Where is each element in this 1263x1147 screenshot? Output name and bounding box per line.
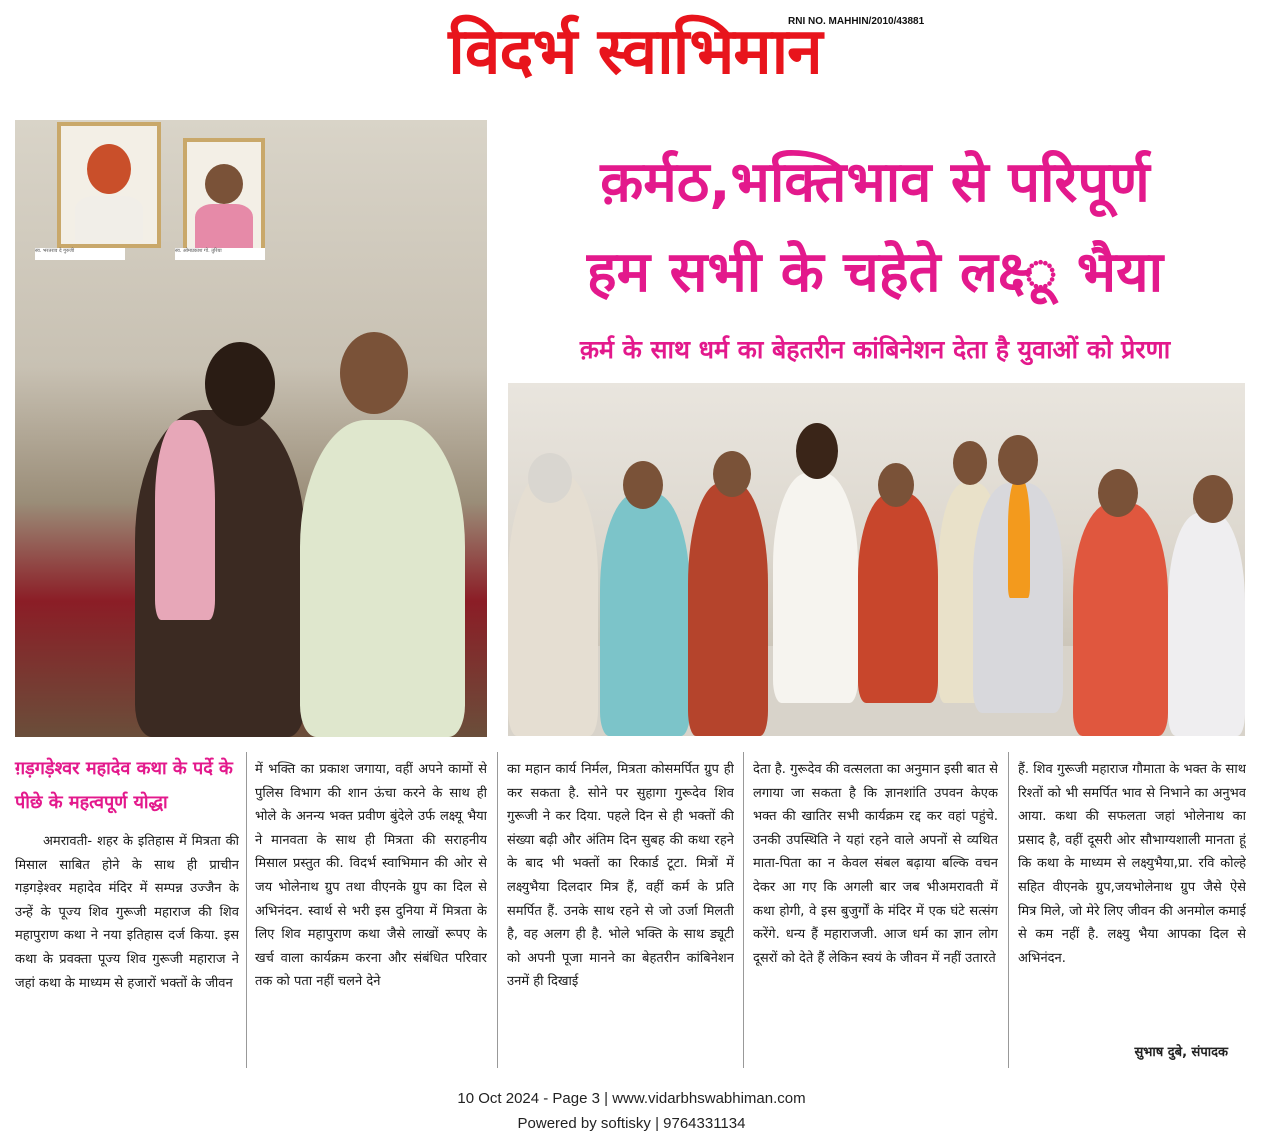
rni-number: RNI NO. MAHHIN/2010/43881	[788, 16, 925, 27]
article-column-5: हैं. शिव गुरूजी महाराज गौमाता के भक्त के साथ रिश्तों को भी समर्पित भाव से निभाने का अनुभव आया. कथा की सफलता जहां भोलेनाथ का प्रसाद है, वहीं दूसरी ओर सौभाग्यशाली मानता हूं कि कथा के माध्यम से लक्ष्युभैया,प्रा. रवि कोल्हे सहित वीएनके ग्रुप,जयभोलेनाथ ग्रुप जैसे ऐसे मित्र मिले, जो मेरे लिए जीवन की अनमोल कमाई से कम नहीं है. लक्ष्यु भैया आपका दिल से अभिनंदन.	[1018, 762, 1246, 966]
subheadline: क़र्म के साथ धर्म का बेहतरीन कांबिनेशन देता है युवाओं को प्रेरणा	[579, 335, 1171, 364]
headline-line-2: हम सभी के चहेते लक्ष्‍ू भैया	[586, 240, 1164, 305]
column-divider	[743, 752, 744, 1068]
masthead-title: विदर्भ स्वाभिमान	[448, 14, 822, 89]
person-left-head	[205, 342, 275, 426]
person-right	[300, 420, 465, 737]
side-headline: ग़ड़गड़ेश्वर महादेव कथा के पर्दे के पीछे के महत्वपूर्ण योद्धा	[15, 758, 233, 813]
portrait-caption-2: स्व. ओमप्रकाश गो. तुरिया	[175, 248, 265, 260]
portrait-frame-2	[183, 138, 265, 256]
portrait-caption-1: स्व. भरतराव दे गुरुजी	[35, 248, 125, 260]
left-photo	[15, 120, 487, 737]
article-column-1: अमरावती- शहर के इतिहास में मित्रता की मिसाल साबित होने के साथ ही प्राचीन गड़गड़ेश्वर महादेव मंदिर में सम्पन्न उज्जैन के उन्हें के पूज्य शिव गुरूजी महाराज की शिव महापुराण कथा ने नया इतिहास दर्ज किया. इस कथा के प्रवक्ता पूज्य शिव गुरूजी महाराज ने जहां कथा के माध्यम से हजारों भक्तों के जीवन	[15, 834, 239, 991]
headline-line-1: क़र्मठ,भक्तिभाव से परिपूर्ण	[600, 150, 1150, 215]
article-column-4: देता है. गुरूदेव की वत्सलता का अनुमान इसी बात से लगाया जा सकता है कि ज्ञानशांति उपवन केएक भक्त की खातिर सभी कार्यक्रम रद्द कर वहां पहुंचे. उनकी उपस्थिति ने यहां रहने वाले अपनों से व्यथित माता-पिता का न केवल संबल बढ़ाया बल्कि वचन देकर आ गए कि अगली बार जब भीअमरावती में कथा होगी, वे इस बुजुर्गों के मंदिर में एक घंटे सत्संग करेंगे. धन्य हैं महाराजजी. आज धर्म का ज्ञान लोग दूसरों को देते हैं लेकिन स्वयं के जीवन में नहीं उतारते	[753, 762, 998, 966]
footer-powered-by: Powered by softisky | 9764331134	[517, 1115, 746, 1132]
person-right-head	[340, 332, 408, 414]
main-headline	[505, 138, 1245, 318]
footer-date-url: 10 Oct 2024 - Page 3 | www.vidarbhswabhiman.com	[457, 1090, 806, 1107]
column-divider	[1008, 752, 1009, 1068]
column-divider	[246, 752, 247, 1068]
article-column-3: का महान कार्य निर्मल, मित्रता कोसमर्पित ग्रुप ही कर सकता है. सोने पर सुहागा गुरूदेव शिव गुरूजी ने कर दिया. पहले दिन से ही भक्तों की संख्या बढ़ी और अंतिम दिन सुबह की कथा रहने के बाद भी भक्तों का रिकार्ड टूटा. मित्रों में लक्ष्युभैया दिलदार मित्र हैं, वहीं कर्म के प्रति समर्पित हैं. उनके साथ रहने से जो उर्जा मिलती है, वह अलग ही है. भोले भक्ति के साथ ड्यूटी को अपनी पूजा मानने का बेहतरीन कांबिनेशन उनमें ही दिखाई	[507, 762, 734, 990]
column-divider	[497, 752, 498, 1068]
editor-signature: सुभाष दुबे, संपादक	[1134, 1045, 1228, 1060]
group-photo	[508, 383, 1245, 736]
portrait-frame-1	[57, 122, 161, 248]
article-column-2: में भक्ति का प्रकाश जगाया, वहीं अपने कामों से पुलिस विभाग की शान ऊंचा करने के साथ ही भोले के अनन्य भक्त प्रवीण बुंदेले उर्फ लक्ष्यू भैया ने मानवता के साथ ही मित्रता की सराहनीय मिसाल प्रस्तुत की. विदर्भ स्वाभिमान की ओर से जय भोलेनाथ ग्रुप तथा वीएनके ग्रुप का दिल से अभिनंदन. स्वार्थ से भरी इस दुनिया में मित्रता के लिए शिव महापुराण कथा जैसे लाखों रूपए के खर्च वाला कार्यक्रम करना और संबंधित परिवार तक को पता नहीं चलने देने	[255, 762, 487, 990]
